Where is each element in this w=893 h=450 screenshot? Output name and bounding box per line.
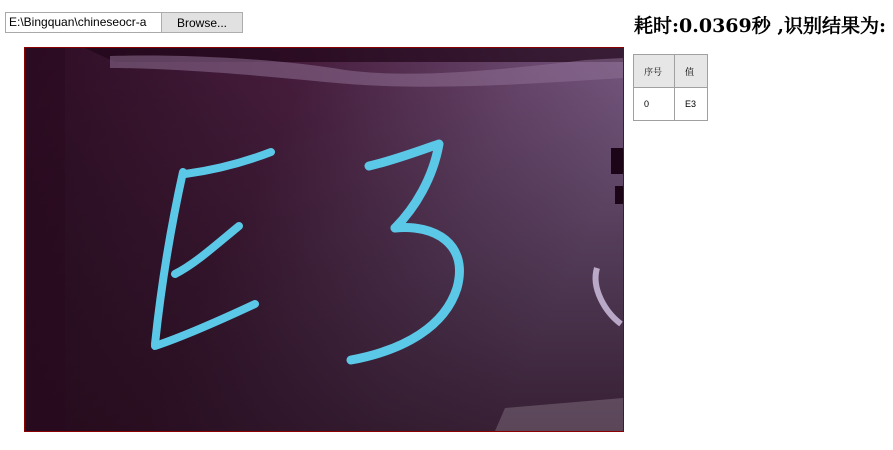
result-title: 耗时:0.0369秒 ,识别结果为: bbox=[634, 15, 886, 37]
file-path-field[interactable]: E:\Bingquan\chineseocr-a bbox=[5, 12, 161, 33]
file-input[interactable] bbox=[5, 12, 243, 33]
cell-index: 0 bbox=[634, 88, 675, 121]
cell-value: E3 bbox=[675, 88, 708, 121]
table-header-row bbox=[634, 55, 708, 88]
handwritten-e3-image bbox=[25, 48, 623, 431]
column-header-value: 值 bbox=[675, 55, 708, 88]
result-table bbox=[633, 54, 708, 121]
table-row bbox=[634, 88, 708, 121]
browse-button[interactable]: Browse... bbox=[161, 12, 243, 33]
column-header-index: 序号 bbox=[634, 55, 675, 88]
uploaded-image-preview bbox=[24, 47, 624, 432]
